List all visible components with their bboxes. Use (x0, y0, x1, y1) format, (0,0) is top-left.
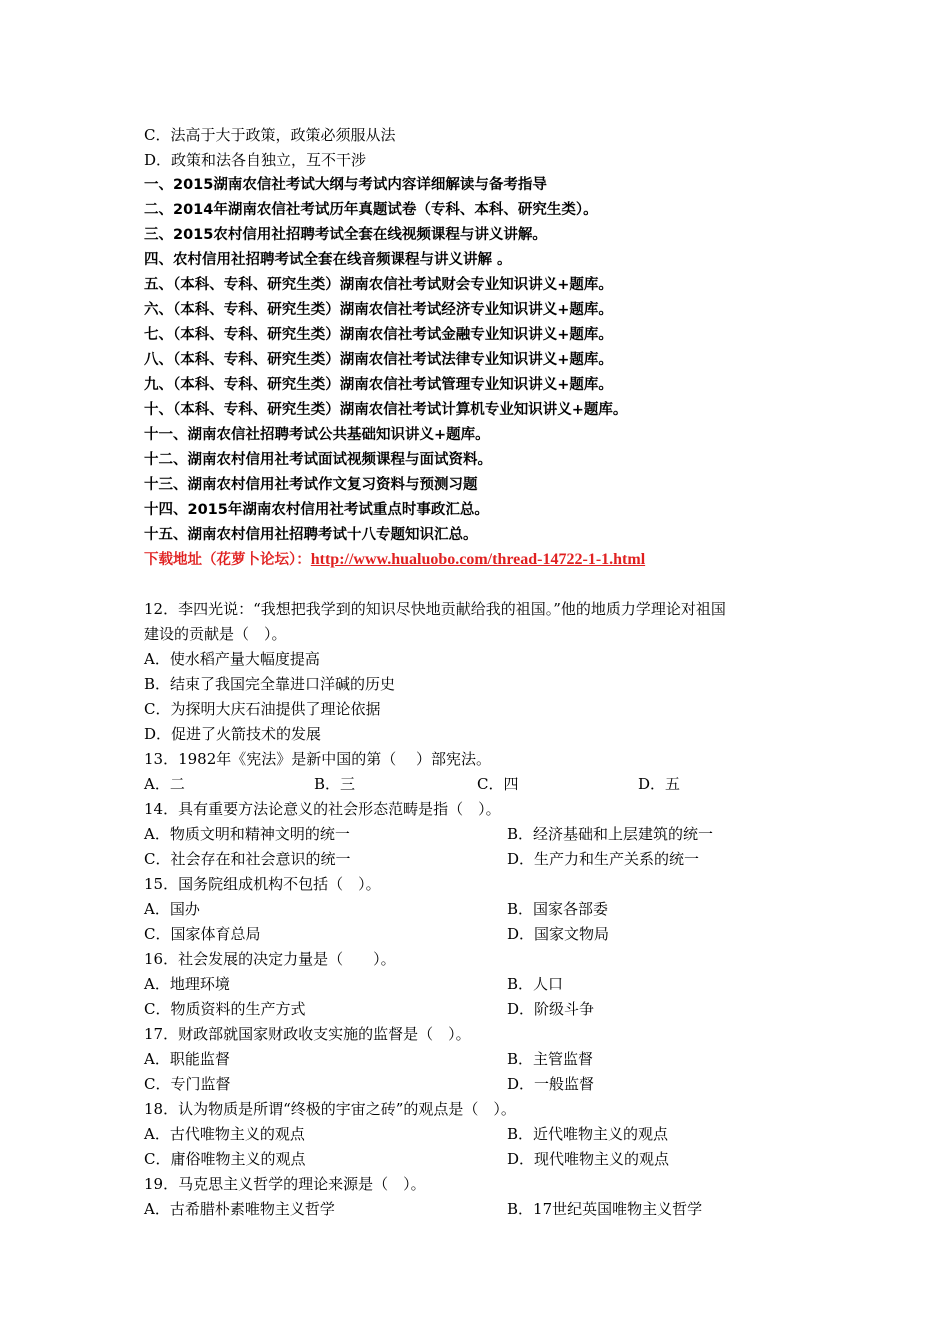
option-b: B．17世纪英国唯物主义哲学 (507, 1200, 703, 1218)
options-row (144, 974, 844, 994)
option-c: C．物质资料的生产方式 (144, 1000, 306, 1018)
download-link[interactable]: http://www.hualuobo.com/thread-14722-1-1.html (310, 551, 646, 568)
options-row (144, 1049, 844, 1069)
options-row (144, 849, 844, 869)
options-row (144, 924, 844, 944)
ad-item: 十二、湖南农村信用社考试面试视频课程与面试资料。 (144, 452, 492, 468)
option-d: D．一般监督 (507, 1075, 595, 1093)
option-a: A．物质文明和精神文明的统一 (144, 825, 350, 843)
option-c: C．国家体育总局 (144, 925, 261, 943)
option-d: D．政策和法各自独立，互不干涉 (144, 151, 367, 169)
option-b: B．经济基础和上层建筑的统一 (507, 825, 714, 843)
option-b: B．国家各部委 (507, 900, 609, 918)
ad-item: 六、（本科、专科、研究生类）湖南农信社考试经济专业知识讲义+题库。 (144, 302, 613, 318)
ad-item: 十、（本科、专科、研究生类）湖南农信社考试计算机专业知识讲义+题库。 (144, 402, 628, 418)
question-stem: 16．社会发展的决定力量是（ ）。 (144, 950, 396, 968)
question-stem: 15．国务院组成机构不包括（ ）。 (144, 875, 381, 893)
question-stem: 17．财政部就国家财政收支实施的监督是（ ）。 (144, 1025, 471, 1043)
option-a: A．使水稻产量大幅度提高 (144, 650, 320, 668)
ad-item: 十一、湖南农信社招聘考试公共基础知识讲义+题库。 (144, 427, 490, 443)
options-row (144, 1149, 844, 1169)
options-row (144, 1199, 844, 1219)
option-c: C．庸俗唯物主义的观点 (144, 1150, 306, 1168)
download-label: 下载地址（花萝卜论坛）： (144, 552, 311, 568)
option-b: B．三 (314, 775, 356, 793)
option-d: D．国家文物局 (507, 925, 610, 943)
option-c: C．四 (477, 775, 519, 793)
ad-item: 二、2014年湖南农信社考试历年真题试卷（专科、本科、研究生类）。 (144, 202, 598, 218)
ad-item: 三、2015农村信用社招聘考试全套在线视频课程与讲义讲解。 (144, 227, 547, 243)
option-b: B．结束了我国完全靠进口洋碱的历史 (144, 675, 396, 693)
download-line (144, 550, 645, 570)
option-a: A．地理环境 (144, 975, 230, 993)
option-d: D．五 (638, 775, 681, 793)
options-row (144, 1124, 844, 1144)
question-stem: 18．认为物质是所谓“终极的宇宙之砖”的观点是（ ）。 (144, 1100, 516, 1118)
option-c: C．为探明大庆石油提供了理论依据 (144, 700, 381, 718)
option-c: C．法高于大于政策，政策必须服从法 (144, 126, 396, 144)
options-row (144, 824, 844, 844)
question-stem-cont: 建设的贡献是（ ）。 (144, 625, 287, 643)
options-row (144, 899, 844, 919)
ad-item: 十五、湖南农村信用社招聘考试十八专题知识汇总。 (144, 527, 478, 543)
option-a: A．古希腊朴素唯物主义哲学 (144, 1200, 335, 1218)
option-d: D．促进了火箭技术的发展 (144, 725, 322, 743)
options-row (144, 999, 844, 1019)
question-stem: 19．马克思主义哲学的理论来源是（ ）。 (144, 1175, 426, 1193)
option-b: B．人口 (507, 975, 564, 993)
option-d: D．阶级斗争 (507, 1000, 595, 1018)
option-a: A．国办 (144, 900, 200, 918)
option-c: C．社会存在和社会意识的统一 (144, 850, 351, 868)
option-a: A．古代唯物主义的观点 (144, 1125, 305, 1143)
ad-item: 十三、湖南农村信用社考试作文复习资料与预测习题 (144, 477, 478, 493)
ad-item: 四、农村信用社招聘考试全套在线音频课程与讲义讲解 。 (144, 252, 512, 268)
ad-item: 五、（本科、专科、研究生类）湖南农信社考试财会专业知识讲义+题库。 (144, 277, 613, 293)
ad-item: 十四、2015年湖南农村信用社考试重点时事政汇总。 (144, 502, 489, 518)
ad-item: 八、（本科、专科、研究生类）湖南农信社考试法律专业知识讲义+题库。 (144, 352, 613, 368)
option-c: C．专门监督 (144, 1075, 231, 1093)
option-d: D．现代唯物主义的观点 (507, 1150, 670, 1168)
option-a: A．二 (144, 775, 185, 793)
option-a: A．职能监督 (144, 1050, 230, 1068)
question-stem: 12．李四光说：“我想把我学到的知识尽快地贡献给我的祖国。”他的地质力学理论对祖国 (144, 600, 726, 618)
question-stem: 14．具有重要方法论意义的社会形态范畴是指（ ）。 (144, 800, 501, 818)
ad-item: 七、（本科、专科、研究生类）湖南农信社考试金融专业知识讲义+题库。 (144, 327, 613, 343)
ad-item: 九、（本科、专科、研究生类）湖南农信社考试管理专业知识讲义+题库。 (144, 377, 613, 393)
option-b: B．近代唯物主义的观点 (507, 1125, 669, 1143)
ad-item: 一、2015湖南农信社考试大纲与考试内容详细解读与备考指导 (144, 177, 547, 193)
options-row (144, 774, 844, 794)
option-b: B．主管监督 (507, 1050, 594, 1068)
options-row (144, 1074, 844, 1094)
option-d: D．生产力和生产关系的统一 (507, 850, 700, 868)
question-stem: 13．1982年《宪法》是新中国的第（ ）部宪法。 (144, 750, 492, 768)
